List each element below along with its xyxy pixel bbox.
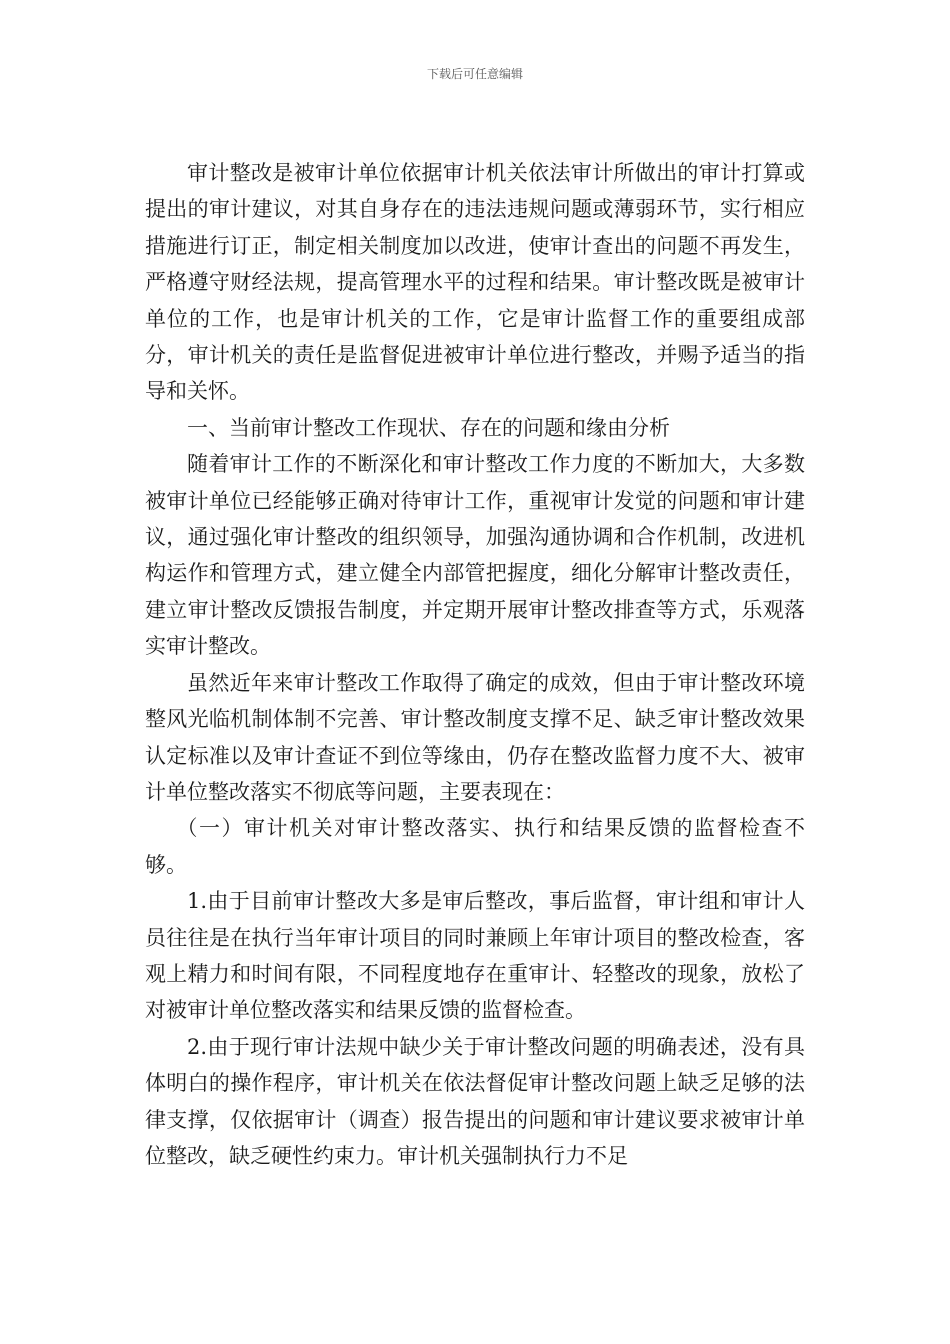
paragraph-current-status: 随着审计工作的不断深化和审计整改工作力度的不断加大，大多数被审计单位已经能够正确对待审计工作，重视审计发觉的问题和审计建议，通过强化审计整改的组织领导，加强沟通协调和合作机制，改进机构运作和管理方式，建立健全内部管把握度，细化分解审计整改责任，建立审计整改反馈报告制度，并定期开展审计整改排查等方式，乐观落实审计整改。: [145, 452, 805, 659]
sub-heading-1: （一）审计机关对审计整改落实、执行和结果反馈的监督检查不够。: [145, 816, 805, 877]
section-heading-1: 一、当前审计整改工作现状、存在的问题和缘由分析: [187, 415, 670, 440]
page-header: 下载后可任意编辑: [426, 67, 523, 81]
paragraph-problems: 虽然近年来审计整改工作取得了确定的成效，但由于审计整改环境整风光临机制体制不完善、审计整改制度支撑不足、缺乏审计整改效果认定标准以及审计查证不到位等缘由，仍存在整改监督力度不大、被审计单位整改落实不彻底等问题，主要表现在：: [145, 670, 805, 804]
paragraph-item-1: 1.由于目前审计整改大多是审后整改，事后监督，审计组和审计人员往往是在执行当年审计项目的同时兼顾上年审计项目的整改检查，客观上精力和时间有限，不同程度地存在重审计、轻整改的现象，放松了对被审计单位整改落实和结果反馈的监督检查。: [145, 889, 805, 1023]
paragraph-intro: 审计整改是被审计单位依据审计机关依法审计所做出的审计打算或提出的审计建议，对其自身存在的违法违规问题或薄弱环节，实行相应措施进行订正，制定相关制度加以改进，使审计查出的问题不再发生，严格遵守财经法规，提高管理水平的过程和结果。审计整改既是被审计单位的工作，也是审计机关的工作，它是审计监督工作的重要组成部分，审计机关的责任是监督促进被审计单位进行整改，并赐予适当的指导和关怀。: [145, 161, 805, 404]
document-body: [145, 155, 805, 1174]
paragraph-item-2: 2.由于现行审计法规中缺少关于审计整改问题的明确表述，没有具体明白的操作程序，审计机关在依法督促审计整改问题上缺乏足够的法律支撑，仅依据审计（调查）报告提出的问题和审计建议要求被审计单位整改，缺乏硬性约束力。审计机关强制执行力不足: [145, 1034, 805, 1168]
